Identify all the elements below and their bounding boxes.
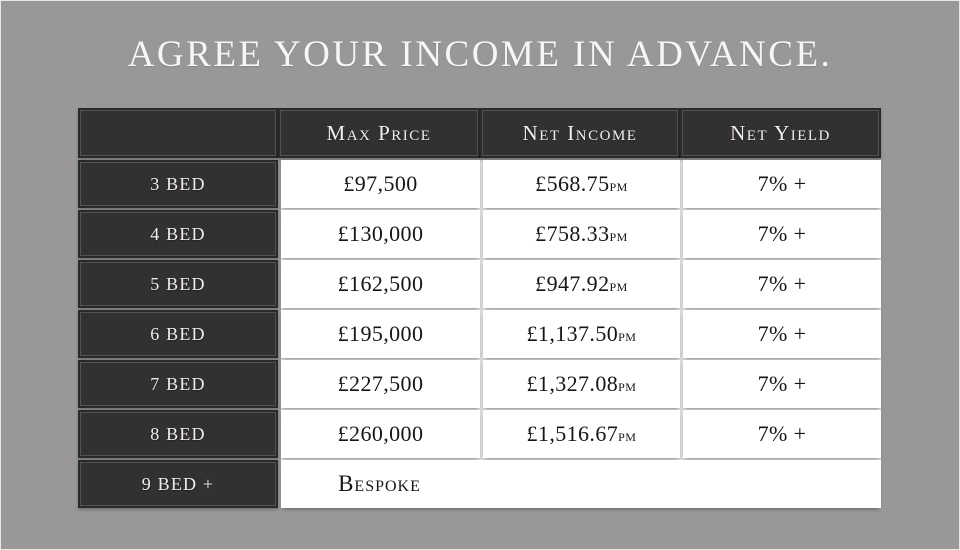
net-yield-cell [683,410,881,458]
net-income-cell [483,410,680,458]
max-price-value: £195,000 [337,321,424,346]
row-label-cell: 9 BED + [78,460,278,508]
net-yield-value: 7% + [757,421,807,446]
net-yield-cell [683,310,881,358]
max-price-cell [281,310,480,358]
max-price-cell [281,260,480,308]
net-yield-value: 7% + [757,321,807,346]
per-month-suffix: pm [609,175,628,195]
net-income-cell [483,210,680,258]
net-yield-cell [683,160,881,208]
net-income-value: £758.33 [535,221,610,246]
net-yield-value: 7% + [757,271,807,296]
net-income-value: £947.92 [535,271,610,296]
per-month-suffix: pm [618,425,637,445]
page-title: AGREE YOUR INCOME IN ADVANCE. [127,34,833,75]
row-label-cell: 4 BED [78,210,278,258]
net-income-value: £568.75 [535,171,610,196]
max-price-cell [281,360,480,408]
row-label-cell: 3 BED [78,160,278,208]
per-month-suffix: pm [618,325,637,345]
row-label-cell: 5 BED [78,260,278,308]
net-yield-cell [683,260,881,308]
row-label-cell: 6 BED [78,310,278,358]
net-income-value: £1,516.67 [526,421,619,446]
net-income-value: £1,327.08 [526,371,619,396]
income-table-grid [78,108,881,508]
bespoke-value: Bespoke [338,471,421,496]
max-price-value: £97,500 [343,171,418,196]
header-cell-net-income: Net Income [480,108,680,158]
row-label-cell: 7 BED [78,360,278,408]
header-cell-max-price: Max Price [278,108,480,158]
net-income-cell [483,160,680,208]
per-month-suffix: pm [618,375,637,395]
net-income-value: £1,137.50 [526,321,619,346]
max-price-cell [281,160,480,208]
net-yield-value: 7% + [757,171,807,196]
per-month-suffix: pm [609,275,628,295]
net-yield-cell [683,210,881,258]
net-yield-value: 7% + [757,221,807,246]
net-income-cell [483,310,680,358]
per-month-suffix: pm [609,225,628,245]
max-price-cell [281,210,480,258]
net-yield-cell [683,360,881,408]
max-price-value: £227,500 [337,371,424,396]
net-yield-value: 7% + [757,371,807,396]
bespoke-cell [281,460,881,508]
header-cell-net-yield: Net Yield [680,108,881,158]
net-income-cell [483,360,680,408]
row-label-cell: 8 BED [78,410,278,458]
header-cell-empty [78,108,278,158]
max-price-value: £162,500 [337,271,424,296]
max-price-cell [281,410,480,458]
max-price-value: £130,000 [337,221,424,246]
income-table [78,108,881,508]
net-income-cell [483,260,680,308]
max-price-value: £260,000 [337,421,424,446]
